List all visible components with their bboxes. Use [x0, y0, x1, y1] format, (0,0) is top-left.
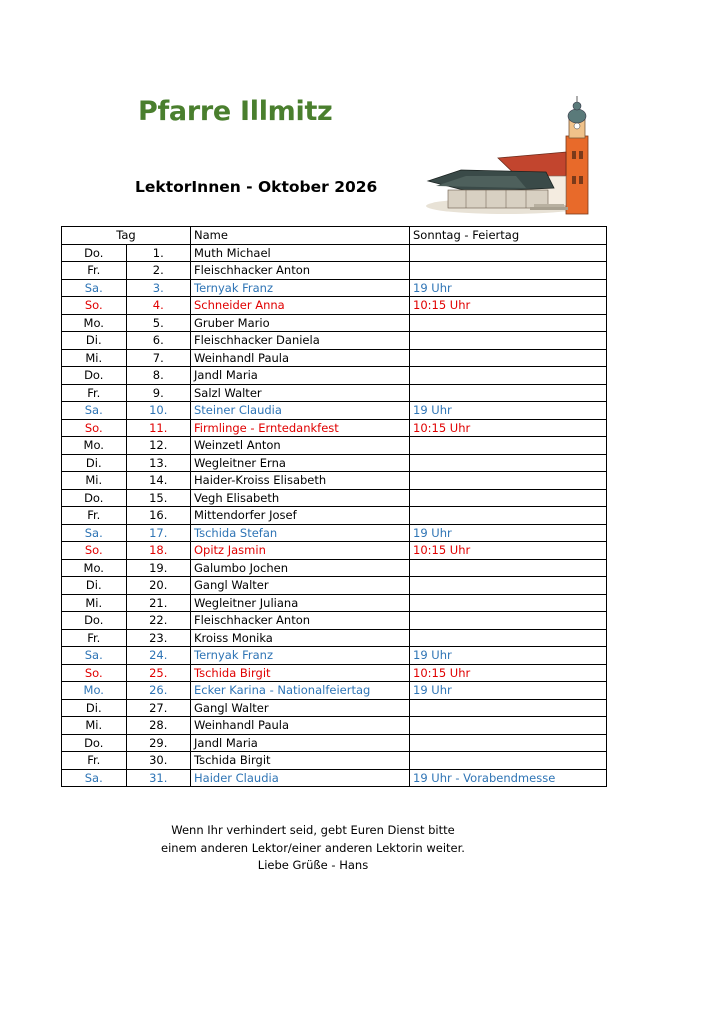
cell-date: 16.: [126, 507, 191, 525]
table-row: [62, 717, 607, 735]
cell-date: 9.: [126, 384, 191, 402]
cell-lector-name: Fleischhacker Anton: [191, 612, 410, 630]
cell-lector-name: Haider-Kroiss Elisabeth: [191, 472, 410, 490]
cell-date: 5.: [126, 314, 191, 332]
table-row: [62, 629, 607, 647]
cell-lector-name: Haider Claudia: [191, 769, 410, 787]
cell-date: 24.: [126, 647, 191, 665]
cell-lector-name: Fleischhacker Anton: [191, 262, 410, 280]
cell-weekday: Mo.: [62, 559, 127, 577]
cell-service-note: 19 Uhr - Vorabendmesse: [410, 769, 607, 787]
cell-date: 26.: [126, 682, 191, 700]
table-row: [62, 244, 607, 262]
cell-weekday: So.: [62, 664, 127, 682]
table-row: [62, 437, 607, 455]
cell-weekday: So.: [62, 419, 127, 437]
cell-weekday: Fr.: [62, 752, 127, 770]
table-row: [62, 419, 607, 437]
cell-service-note: [410, 489, 607, 507]
cell-service-note: 10:15 Uhr: [410, 542, 607, 560]
cell-weekday: Do.: [62, 367, 127, 385]
cell-date: 14.: [126, 472, 191, 490]
cell-service-note: 19 Uhr: [410, 647, 607, 665]
cell-weekday: Sa.: [62, 402, 127, 420]
cell-lector-name: Muth Michael: [191, 244, 410, 262]
cell-lector-name: Tschida Stefan: [191, 524, 410, 542]
cell-date: 17.: [126, 524, 191, 542]
cell-date: 1.: [126, 244, 191, 262]
cell-date: 15.: [126, 489, 191, 507]
cell-date: 29.: [126, 734, 191, 752]
cell-weekday: Fr.: [62, 507, 127, 525]
cell-service-note: [410, 349, 607, 367]
cell-service-note: 10:15 Uhr: [410, 297, 607, 315]
cell-lector-name: Fleischhacker Daniela: [191, 332, 410, 350]
table-row: [62, 454, 607, 472]
cell-date: 27.: [126, 699, 191, 717]
table-row: [62, 734, 607, 752]
cell-weekday: Fr.: [62, 629, 127, 647]
cell-weekday: Do.: [62, 489, 127, 507]
table-row: [62, 349, 607, 367]
table-row: [62, 647, 607, 665]
cell-weekday: Do.: [62, 612, 127, 630]
table-row: [62, 664, 607, 682]
cell-weekday: Di.: [62, 577, 127, 595]
cell-service-note: 19 Uhr: [410, 402, 607, 420]
table-row: [62, 297, 607, 315]
table-row: [62, 314, 607, 332]
cell-service-note: [410, 367, 607, 385]
table-row: [62, 402, 607, 420]
header-name: Name: [191, 227, 410, 245]
cell-lector-name: Schneider Anna: [191, 297, 410, 315]
lector-schedule-table: [61, 226, 607, 787]
cell-lector-name: Tschida Birgit: [191, 664, 410, 682]
cell-weekday: So.: [62, 542, 127, 560]
table-row: [62, 262, 607, 280]
cell-date: 3.: [126, 279, 191, 297]
cell-lector-name: Kroiss Monika: [191, 629, 410, 647]
cell-weekday: Fr.: [62, 262, 127, 280]
cell-service-note: [410, 332, 607, 350]
cell-lector-name: Weinhandl Paula: [191, 349, 410, 367]
cell-date: 19.: [126, 559, 191, 577]
table-row: [62, 279, 607, 297]
parish-title: Pfarre Illmitz: [138, 96, 333, 127]
table-row: [62, 699, 607, 717]
cell-service-note: 19 Uhr: [410, 682, 607, 700]
cell-weekday: So.: [62, 297, 127, 315]
cell-lector-name: Opitz Jasmin: [191, 542, 410, 560]
cell-weekday: Mi.: [62, 472, 127, 490]
cell-date: 31.: [126, 769, 191, 787]
cell-date: 25.: [126, 664, 191, 682]
cell-date: 18.: [126, 542, 191, 560]
cell-service-note: [410, 594, 607, 612]
cell-date: 11.: [126, 419, 191, 437]
cell-lector-name: Gangl Walter: [191, 577, 410, 595]
footer-note: [0, 822, 626, 875]
cell-lector-name: Tschida Birgit: [191, 752, 410, 770]
cell-date: 21.: [126, 594, 191, 612]
cell-lector-name: Weinzetl Anton: [191, 437, 410, 455]
table-row: [62, 384, 607, 402]
cell-lector-name: Ecker Karina - Nationalfeiertag: [191, 682, 410, 700]
cell-service-note: [410, 314, 607, 332]
cell-weekday: Mi.: [62, 349, 127, 367]
cell-service-note: [410, 612, 607, 630]
cell-service-note: 10:15 Uhr: [410, 664, 607, 682]
cell-date: 23.: [126, 629, 191, 647]
table-row: [62, 752, 607, 770]
footer-line-1: Wenn Ihr verhindert seid, gebt Euren Dienst bitte: [171, 823, 455, 837]
cell-service-note: 19 Uhr: [410, 279, 607, 297]
header-tag: Tag: [62, 227, 191, 245]
table-row: [62, 524, 607, 542]
cell-service-note: [410, 559, 607, 577]
table-row: [62, 332, 607, 350]
table-row: [62, 559, 607, 577]
cell-service-note: [410, 472, 607, 490]
cell-lector-name: Ternyak Franz: [191, 647, 410, 665]
table-row: [62, 769, 607, 787]
table-row: [62, 682, 607, 700]
cell-lector-name: Firmlinge - Erntedankfest: [191, 419, 410, 437]
cell-weekday: Mo.: [62, 682, 127, 700]
cell-weekday: Di.: [62, 454, 127, 472]
cell-service-note: [410, 384, 607, 402]
cell-service-note: [410, 262, 607, 280]
cell-date: 22.: [126, 612, 191, 630]
cell-lector-name: Steiner Claudia: [191, 402, 410, 420]
cell-date: 30.: [126, 752, 191, 770]
cell-lector-name: Wegleitner Erna: [191, 454, 410, 472]
cell-date: 7.: [126, 349, 191, 367]
table-row: [62, 594, 607, 612]
cell-weekday: Mi.: [62, 594, 127, 612]
schedule-subtitle: LektorInnen - Oktober 2026: [135, 178, 378, 196]
cell-weekday: Do.: [62, 244, 127, 262]
cell-service-note: 10:15 Uhr: [410, 419, 607, 437]
cell-lector-name: Galumbo Jochen: [191, 559, 410, 577]
table-header-row: [62, 227, 607, 245]
table-row: [62, 367, 607, 385]
table-row: [62, 577, 607, 595]
cell-lector-name: Weinhandl Paula: [191, 717, 410, 735]
cell-date: 13.: [126, 454, 191, 472]
cell-weekday: Sa.: [62, 279, 127, 297]
table-row: [62, 542, 607, 560]
cell-weekday: Sa.: [62, 769, 127, 787]
cell-service-note: [410, 577, 607, 595]
cell-lector-name: Salzl Walter: [191, 384, 410, 402]
cell-service-note: [410, 454, 607, 472]
cell-date: 12.: [126, 437, 191, 455]
cell-service-note: [410, 507, 607, 525]
cell-date: 20.: [126, 577, 191, 595]
cell-date: 10.: [126, 402, 191, 420]
cell-lector-name: Jandl Maria: [191, 734, 410, 752]
cell-lector-name: Mittendorfer Josef: [191, 507, 410, 525]
cell-lector-name: Gangl Walter: [191, 699, 410, 717]
cell-weekday: Mo.: [62, 437, 127, 455]
cell-lector-name: Ternyak Franz: [191, 279, 410, 297]
table-row: [62, 472, 607, 490]
table-row: [62, 507, 607, 525]
cell-service-note: 19 Uhr: [410, 524, 607, 542]
cell-lector-name: Vegh Elisabeth: [191, 489, 410, 507]
cell-service-note: [410, 699, 607, 717]
cell-date: 8.: [126, 367, 191, 385]
cell-lector-name: Jandl Maria: [191, 367, 410, 385]
cell-date: 28.: [126, 717, 191, 735]
cell-weekday: Fr.: [62, 384, 127, 402]
cell-weekday: Di.: [62, 332, 127, 350]
cell-lector-name: Wegleitner Juliana: [191, 594, 410, 612]
header-note: Sonntag - Feiertag: [410, 227, 607, 245]
cell-service-note: [410, 437, 607, 455]
table-row: [62, 489, 607, 507]
cell-date: 2.: [126, 262, 191, 280]
cell-weekday: Mi.: [62, 717, 127, 735]
church-illustration: [426, 96, 594, 218]
cell-weekday: Sa.: [62, 647, 127, 665]
cell-weekday: Mo.: [62, 314, 127, 332]
cell-weekday: Sa.: [62, 524, 127, 542]
cell-weekday: Do.: [62, 734, 127, 752]
cell-date: 6.: [126, 332, 191, 350]
cell-date: 4.: [126, 297, 191, 315]
cell-service-note: [410, 734, 607, 752]
footer-line-2: einem anderen Lektor/einer anderen Lektorin weiter.: [161, 840, 465, 855]
cell-service-note: [410, 752, 607, 770]
cell-service-note: [410, 717, 607, 735]
cell-weekday: Di.: [62, 699, 127, 717]
footer-line-3: Liebe Grüße - Hans: [257, 858, 369, 872]
cell-lector-name: Gruber Mario: [191, 314, 410, 332]
cell-service-note: [410, 629, 607, 647]
table-row: [62, 612, 607, 630]
cell-service-note: [410, 244, 607, 262]
